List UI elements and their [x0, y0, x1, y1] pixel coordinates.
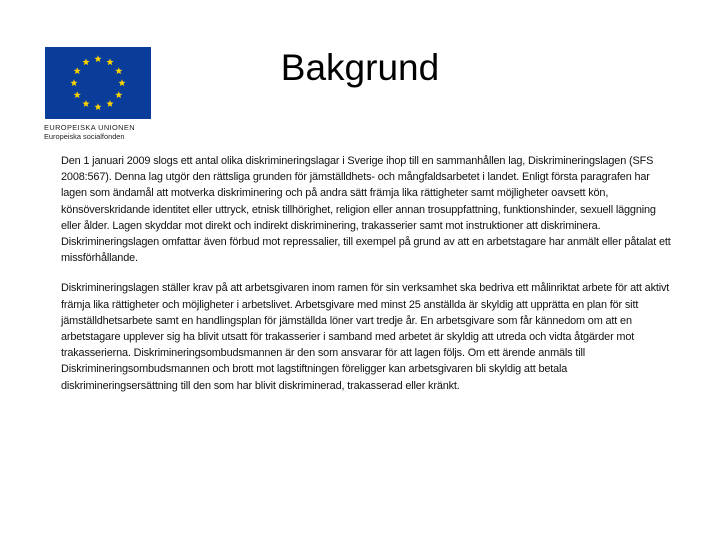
- star-icon: [74, 67, 81, 74]
- star-icon: [82, 100, 89, 107]
- eu-stars: [45, 47, 151, 119]
- logo-line-1: EUROPEISKA UNIONEN: [44, 123, 135, 132]
- star-icon: [70, 79, 77, 86]
- star-icon: [94, 55, 101, 62]
- paragraph-1: Den 1 januari 2009 slogs ett antal olika diskrimineringslagar i Sverige ihop till en sammanhållen lag, Diskrimineringslagen (SFS 2008:567). Denna lag utgör den rättsliga grunden för jämställdhets- och mångfaldsarbetet i landet. Enligt första paragrafen har lagen som ändamål att motverka diskriminering och på andra sätt främja lika rättigheter samt möjligheter oavsett kön, könsöverskridande identitet eller uttryck, etnisk tillhörighet, religion eller annan trosuppfattning, funktionshinder, sexuell läggning eller ålder. Lagen skyddar mot direkt och indirekt diskriminering, trakasserier samt mot instruktioner att diskriminera. Diskrimineringslagen omfattar även förbud mot repressalier, till exempel på grund av att en arbetstagare har anmält eller påtalat ett missförhållande.: [61, 155, 671, 265]
- eu-flag-icon: [45, 47, 151, 119]
- star-icon: [94, 103, 101, 110]
- star-icon: [106, 58, 113, 65]
- star-icon: [82, 58, 89, 65]
- star-icon: [115, 91, 122, 98]
- star-icon: [106, 100, 113, 107]
- star-icon: [74, 91, 81, 98]
- eu-logo: [42, 44, 154, 144]
- star-icon: [118, 79, 125, 86]
- body-text: [61, 153, 678, 408]
- logo-caption: [44, 123, 156, 141]
- page-title: Bakgrund: [280, 47, 440, 88]
- logo-line-2: Europeiska socialfonden: [44, 132, 125, 141]
- paragraph-2: Diskrimineringslagen ställer krav på att arbetsgivaren inom ramen för sin verksamhet ska bedriva ett målinriktat arbete för att aktivt främja lika rättigheter och möjligheter i arbetslivet. Arbetsgivare med minst 25 anställda är skyldig att upprätta en plan för sitt jämställdhetsarbete samt en handlingsplan för jämställda löner vart tredje år. En arbetsgivare som får kännedom om att en arbetstagare upplever sig ha blivit utsatt för trakasserier i samband med arbetet är skyldig att utreda och vidta åtgärder mot trakasserierna. Diskrimineringsombudsmannen är den som ansvarar för att lagen följs. Om ett ärende anmäls till Diskrimineringsombudsmannen och brott mot lagstiftningen föreligger kan arbetsgivaren bli skyldig att betala diskrimineringsersättning till den som har blivit diskriminerad, trakasserad eller kränkt.: [61, 282, 670, 392]
- star-icon: [115, 67, 122, 74]
